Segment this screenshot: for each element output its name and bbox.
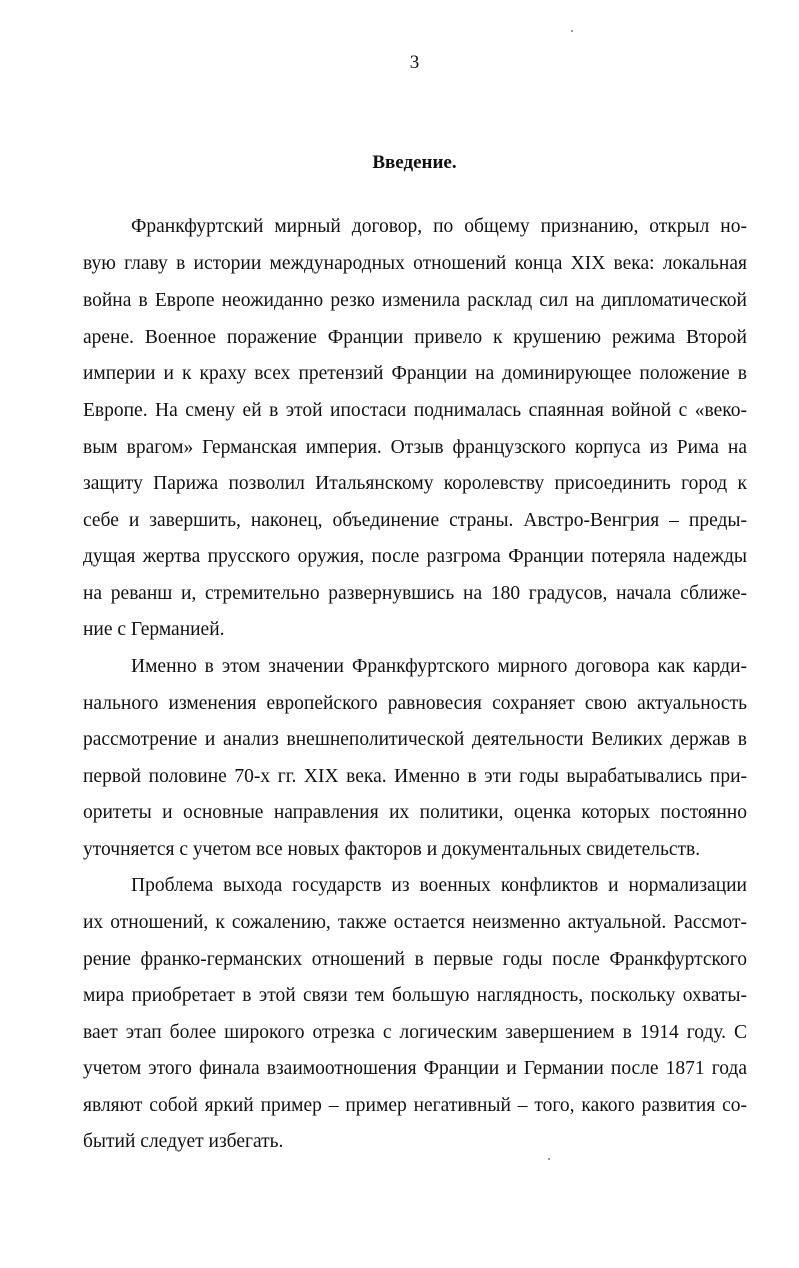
paragraph-line: Европе. На смену ей в этой ипостаси поднималась спаянная войной с «веко-	[83, 400, 747, 421]
paragraph-line: ние с Германией.	[83, 619, 225, 640]
paragraph-line: защиту Парижа позволил Итальянскому королевству присоединить город к	[83, 473, 747, 494]
paragraph-line: их отношений, к сожалению, также остается неизменно актуальной. Рассмот-	[83, 912, 747, 933]
paragraph-line: вает этап более широкого отрезка с логическим завершением в 1914 году. С	[83, 1022, 747, 1043]
page-title: Введение.	[372, 152, 457, 173]
paragraph-line: на реванш и, стремительно развернувшись на 180 градусов, начала сближе-	[83, 583, 747, 604]
paragraph-line: нального изменения европейского равновесия сохраняет свою актуальность	[83, 693, 747, 714]
paragraph-line: себе и завершить, наконец, объединение страны. Австро-Венгрия – преды-	[83, 510, 747, 531]
paragraph-line: вую главу в истории международных отношений конца XIX века: локальная	[83, 253, 747, 274]
paragraph-line: империи и к краху всех претензий Франции на доминирующее положение в	[83, 363, 747, 384]
paragraph-line: мира приобретает в этой связи тем большую наглядность, поскольку охваты-	[83, 985, 747, 1006]
paragraph-line: война в Европе неожиданно резко изменила расклад сил на дипломатической	[83, 290, 747, 311]
paragraph-line: рение франко-германских отношений в первые годы после Франкфуртского	[83, 949, 747, 970]
paragraph-line: Проблема выхода государств из военных конфликтов и нормализации	[131, 875, 747, 896]
paragraph-line: рассмотрение и анализ внешнеполитической деятельности Великих держав в	[83, 729, 747, 750]
scan-speck	[548, 1158, 550, 1160]
paragraph-line: первой половине 70-х гг. XIX века. Именно в эти годы вырабатывались при-	[83, 766, 747, 787]
paragraph-line: арене. Военное поражение Франции привело к крушению режима Второй	[83, 327, 747, 348]
scan-speck	[571, 30, 573, 32]
paragraph-line: вым врагом» Германская империя. Отзыв французского корпуса из Рима на	[83, 437, 747, 458]
paragraph-line: учетом этого финала взаимоотношения Франции и Германии после 1871 года	[83, 1058, 747, 1079]
paragraph-line: дущая жертва прусского оружия, после разгрома Франции потеряла надежды	[83, 546, 747, 567]
paragraph-line: бытий следует избегать.	[83, 1131, 284, 1152]
paragraph-line: являют собой яркий пример – пример негативный – того, какого развития со-	[83, 1095, 747, 1116]
paragraph-line: Франкфуртский мирный договор, по общему признанию, открыл но-	[131, 216, 747, 237]
paragraph-line: Именно в этом значении Франкфуртского мирного договора как карди-	[131, 656, 747, 677]
page-number: 3	[409, 52, 420, 73]
paragraph-line: оритеты и основные направления их политики, оценка которых постоянно	[83, 802, 747, 823]
paragraph-line: уточняется с учетом все новых факторов и документальных свидетельств.	[83, 839, 701, 860]
